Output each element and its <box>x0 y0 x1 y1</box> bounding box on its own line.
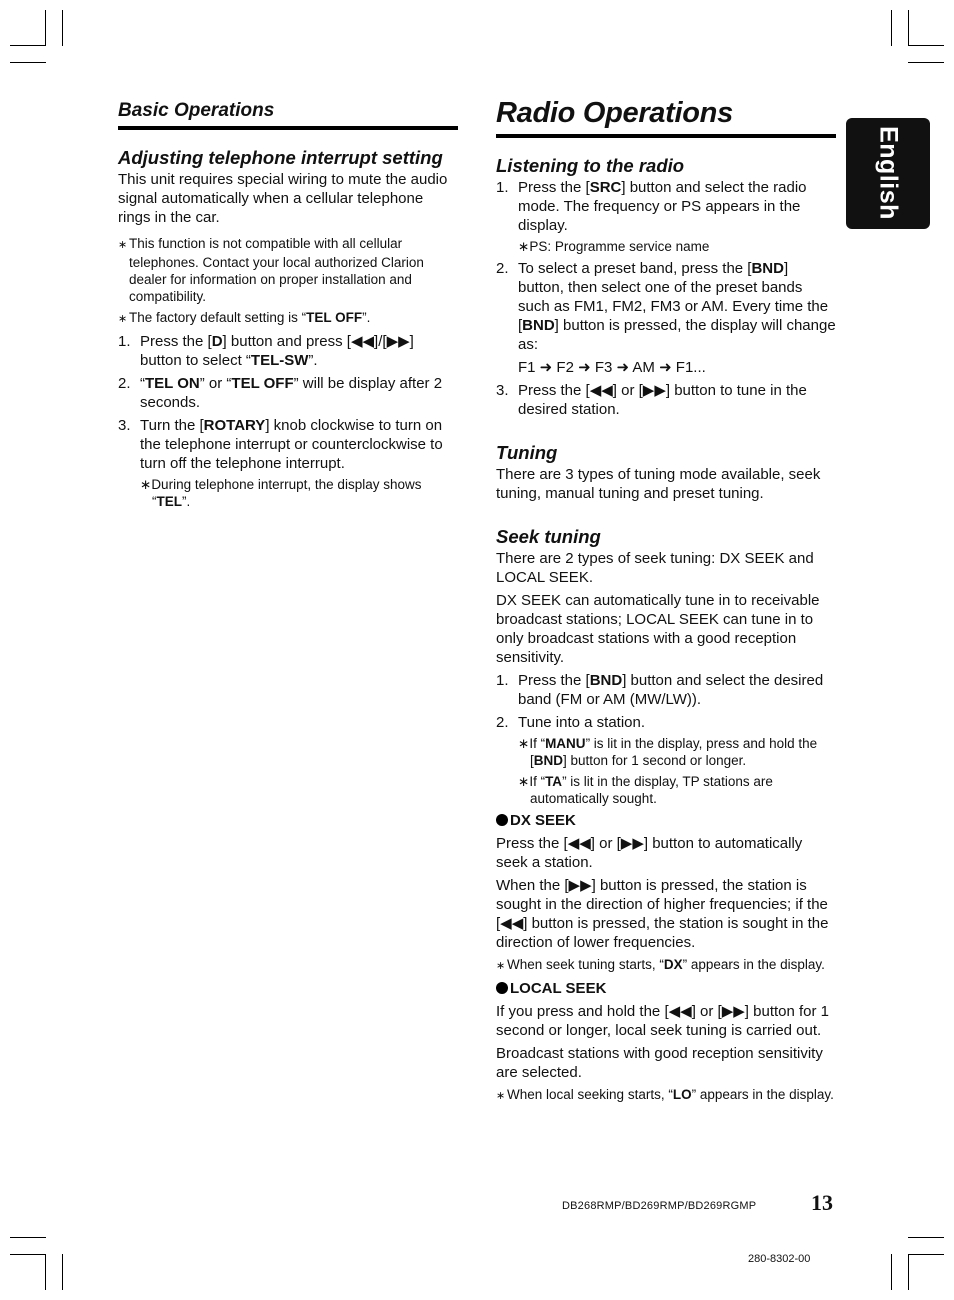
crop-mark <box>10 62 46 63</box>
note-marker: ∗ <box>140 477 152 492</box>
title-rule <box>496 134 836 138</box>
crop-mark <box>908 45 944 46</box>
crop-mark <box>891 1254 892 1290</box>
local-paragraph: If you press and hold the [◀◀] or [▶▶] button for 1 second or longer, local seek tuning is carried out. <box>496 1003 830 1039</box>
note: ∗If “MANU” is lit in the display, press and hold the [BND] button for 1 second or longer. <box>518 736 818 768</box>
telephone-heading: Adjusting telephone interrupt setting <box>118 147 443 168</box>
page-title: Radio Operations <box>496 97 733 129</box>
note: ∗During telephone interrupt, the display shows “TEL”. <box>140 477 422 509</box>
local-seek-heading: LOCAL SEEK <box>496 979 836 998</box>
dx-seek-heading: DX SEEK <box>496 811 836 830</box>
note-marker: ∗ <box>118 239 128 251</box>
document-number: 280-8302-00 <box>748 1253 811 1265</box>
crop-mark <box>891 10 892 46</box>
note: ∗PS: Programme service name <box>518 239 710 254</box>
listening-heading: Listening to the radio <box>496 155 685 176</box>
seek-paragraph: DX SEEK can automatically tune in to receivable broadcast stations; LOCAL SEEK can tune in to only broadcast stations with a good reception sensitivity. <box>496 592 820 666</box>
crop-mark <box>908 1254 944 1255</box>
note: ∗ When seek tuning starts, “DX” appears in the display. <box>496 956 836 975</box>
crop-mark <box>45 1254 46 1290</box>
note-marker: ∗ <box>118 313 128 325</box>
listening-steps <box>496 178 836 419</box>
rewind-icon: ◀◀ <box>668 1003 692 1020</box>
step-item: 2. To select a preset band, press the [BND] button, then select one of the preset bands such as FM1, FM2, FM3 or AM. Every time the [BND] button is pressed, the display will change as: F1 ➜ F2 ➜ F3 ➜ AM ➜ F1... <box>496 260 836 376</box>
forward-icon: ▶▶ <box>721 1003 745 1020</box>
note-marker: ∗ <box>518 774 530 789</box>
bullet-icon <box>496 814 508 826</box>
rewind-icon: ◀◀ <box>350 333 375 350</box>
rewind-icon: ◀◀ <box>589 382 613 399</box>
note: ∗If “TA” is lit in the display, TP stations are automatically sought. <box>518 774 773 806</box>
seek-steps <box>496 671 836 807</box>
note: ∗ The factory default setting is “TEL OFF”. <box>118 309 458 328</box>
forward-icon: ▶▶ <box>642 382 666 399</box>
step-item: 2. Tune into a station. ∗If “MANU” is lit in the display, press and hold the [BND] button for 1 second or longer. ∗If “TA” is lit in the display, TP stations are automatically sought. <box>496 713 836 807</box>
band-sequence: F1 ➜ F2 ➜ F3 ➜ AM ➜ F1... <box>518 359 706 376</box>
model-numbers: DB268RMP/BD269RMP/BD269RGMP <box>562 1200 757 1212</box>
note-marker: ∗ <box>518 736 530 751</box>
right-column <box>496 96 836 1109</box>
rewind-icon: ◀◀ <box>567 835 591 852</box>
note-marker: ∗ <box>518 239 530 254</box>
language-tab <box>846 118 930 229</box>
forward-icon: ▶▶ <box>568 877 592 894</box>
crop-mark <box>908 1237 944 1238</box>
left-column <box>118 100 458 514</box>
telephone-steps <box>118 332 458 510</box>
bullet-icon <box>496 982 508 994</box>
dx-paragraph: Press the [◀◀] or [▶▶] button to automatically seek a station. <box>496 835 803 871</box>
step-item: 3. Press the [◀◀] or [▶▶] button to tune in the desired station. <box>496 382 807 418</box>
crop-mark <box>10 1254 46 1255</box>
crop-mark <box>908 62 944 63</box>
note-marker: ∗ <box>496 1090 506 1102</box>
note: ∗ This function is not compatible with all cellular telephones. Contact your local authorized Clarion dealer for information on proper installation and compatibility. <box>118 236 424 304</box>
note-marker: ∗ <box>496 960 506 972</box>
crop-mark <box>10 45 46 46</box>
dx-paragraph: When the [▶▶] button is pressed, the station is sought in the direction of higher frequencies; if the [◀◀] button is pressed, the station is sought in the direction of lower frequencies. <box>496 877 829 951</box>
crop-mark <box>10 1237 46 1238</box>
tuning-text: There are 3 types of tuning mode available, seek tuning, manual tuning and preset tuning. <box>496 466 821 502</box>
language-tab-label: English <box>874 126 903 220</box>
tuning-heading: Tuning <box>496 442 558 463</box>
crop-mark <box>908 1254 909 1290</box>
step-item: 1. Press the [D] button and press [◀◀]/[▶▶] button to select “TEL-SW”. <box>118 333 414 369</box>
crop-mark <box>908 10 909 46</box>
seek-heading: Seek tuning <box>496 526 601 547</box>
crop-mark <box>45 10 46 46</box>
local-paragraph: Broadcast stations with good reception sensitivity are selected. <box>496 1045 823 1081</box>
forward-icon: ▶▶ <box>620 835 644 852</box>
forward-icon: ▶▶ <box>386 333 410 350</box>
section-label: Basic Operations <box>118 100 275 121</box>
section-rule <box>118 126 458 130</box>
telephone-intro: This unit requires special wiring to mute the audio signal automatically when a cellular telephone rings in the car. <box>118 171 448 226</box>
step-item: 3. Turn the [ROTARY] knob clockwise to turn on the telephone interrupt or counterclockwise to turn off the telephone interrupt. ∗During telephone interrupt, the display shows “TEL”. <box>118 416 458 510</box>
step-item: 2. “TEL ON” or “TEL OFF” will be display after 2 seconds. <box>118 375 443 411</box>
step-item: 1. Press the [SRC] button and select the radio mode. The frequency or PS appears in the display. ∗PS: Programme service name <box>496 178 836 255</box>
seek-paragraph: There are 2 types of seek tuning: DX SEEK and LOCAL SEEK. <box>496 550 814 586</box>
crop-mark <box>62 1254 63 1290</box>
rewind-icon: ◀◀ <box>500 915 524 932</box>
note: ∗ When local seeking starts, “LO” appears in the display. <box>496 1086 836 1105</box>
step-item: 1. Press the [BND] button and select the desired band (FM or AM (MW/LW)). <box>496 672 824 708</box>
crop-mark <box>62 10 63 46</box>
page-number: 13 <box>811 1190 833 1215</box>
